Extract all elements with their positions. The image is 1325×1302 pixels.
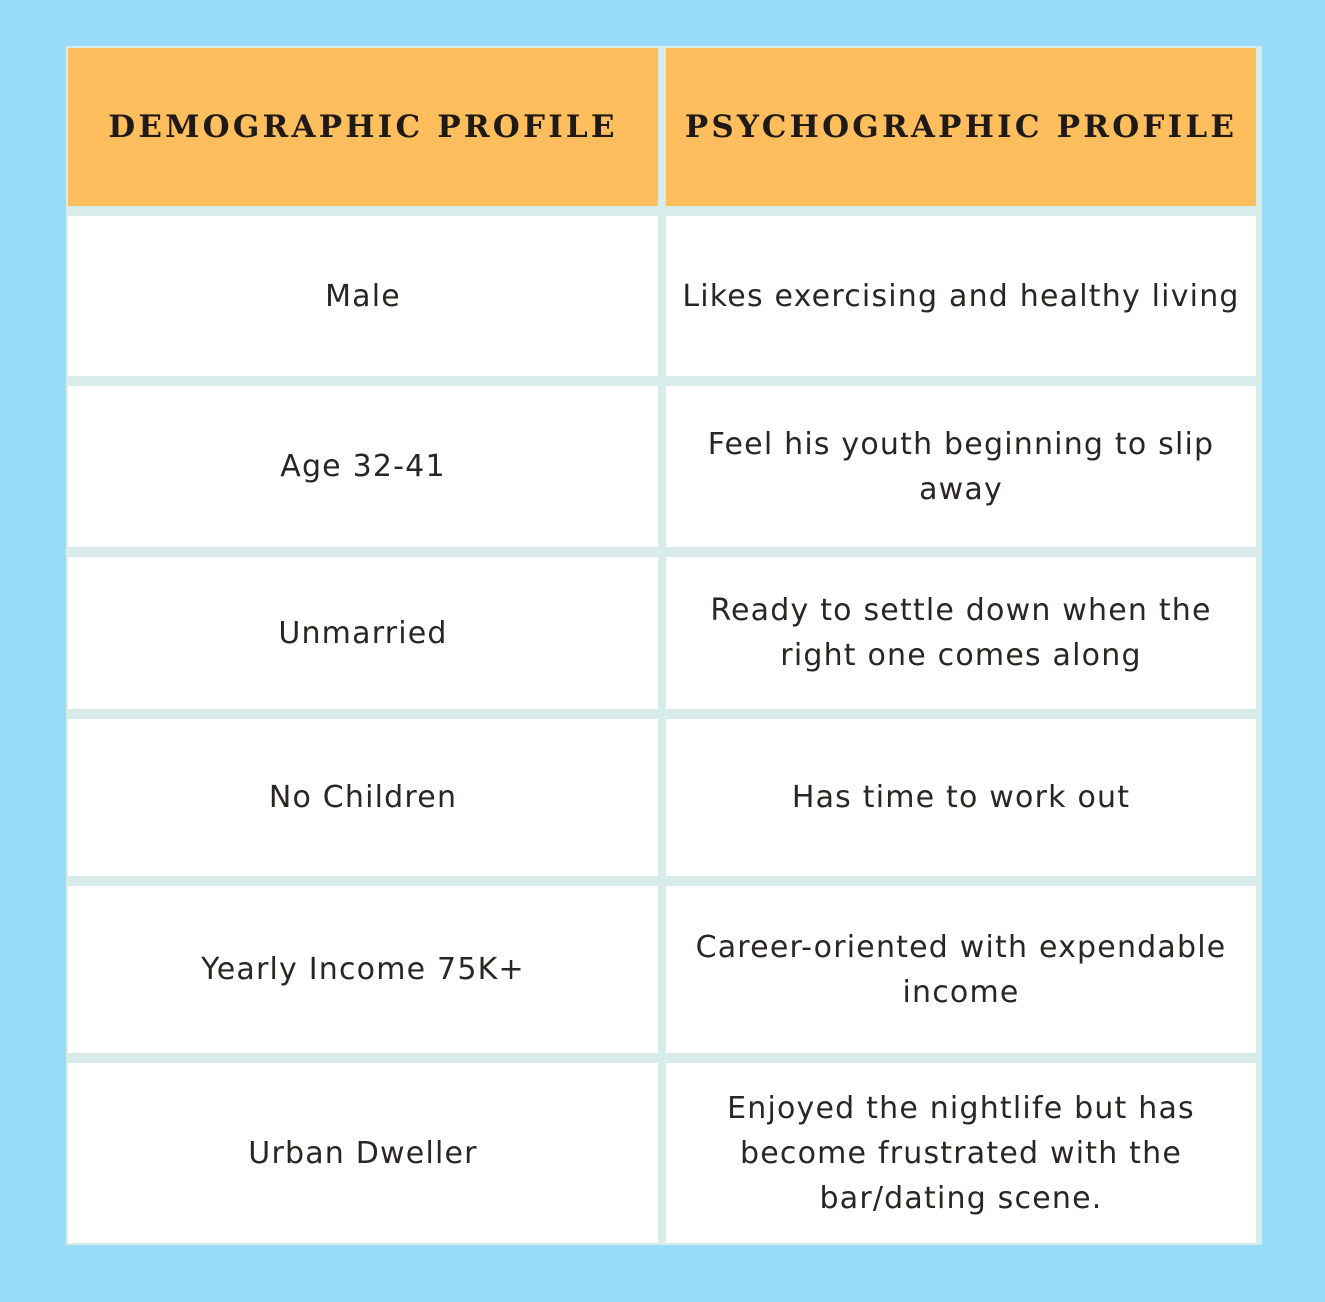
header-demographic-profile: DEMOGRAPHIC PROFILE [68, 48, 658, 206]
demographic-cell-male: Male [68, 216, 658, 376]
demographic-cell-urban: Urban Dweller [68, 1063, 658, 1243]
demographic-cell-income: Yearly Income 75K+ [68, 886, 658, 1053]
psychographic-cell-time-to-work-out: Has time to work out [666, 719, 1256, 876]
psychographic-cell-youth: Feel his youth beginning to slip away [666, 386, 1256, 547]
profile-table [66, 46, 1262, 1245]
psychographic-cell-career: Career-oriented with expendable income [666, 886, 1256, 1053]
header-psychographic-profile: PSYCHOGRAPHIC PROFILE [666, 48, 1256, 206]
demographic-cell-age: Age 32-41 [68, 386, 658, 547]
psychographic-cell-exercise: Likes exercising and healthy living [666, 216, 1256, 376]
psychographic-cell-nightlife: Enjoyed the nightlife but has become frustrated with the bar/dating scene. [666, 1063, 1256, 1243]
demographic-cell-no-children: No Children [68, 719, 658, 876]
psychographic-cell-settle-down: Ready to settle down when the right one comes along [666, 557, 1256, 709]
demographic-cell-unmarried: Unmarried [68, 557, 658, 709]
